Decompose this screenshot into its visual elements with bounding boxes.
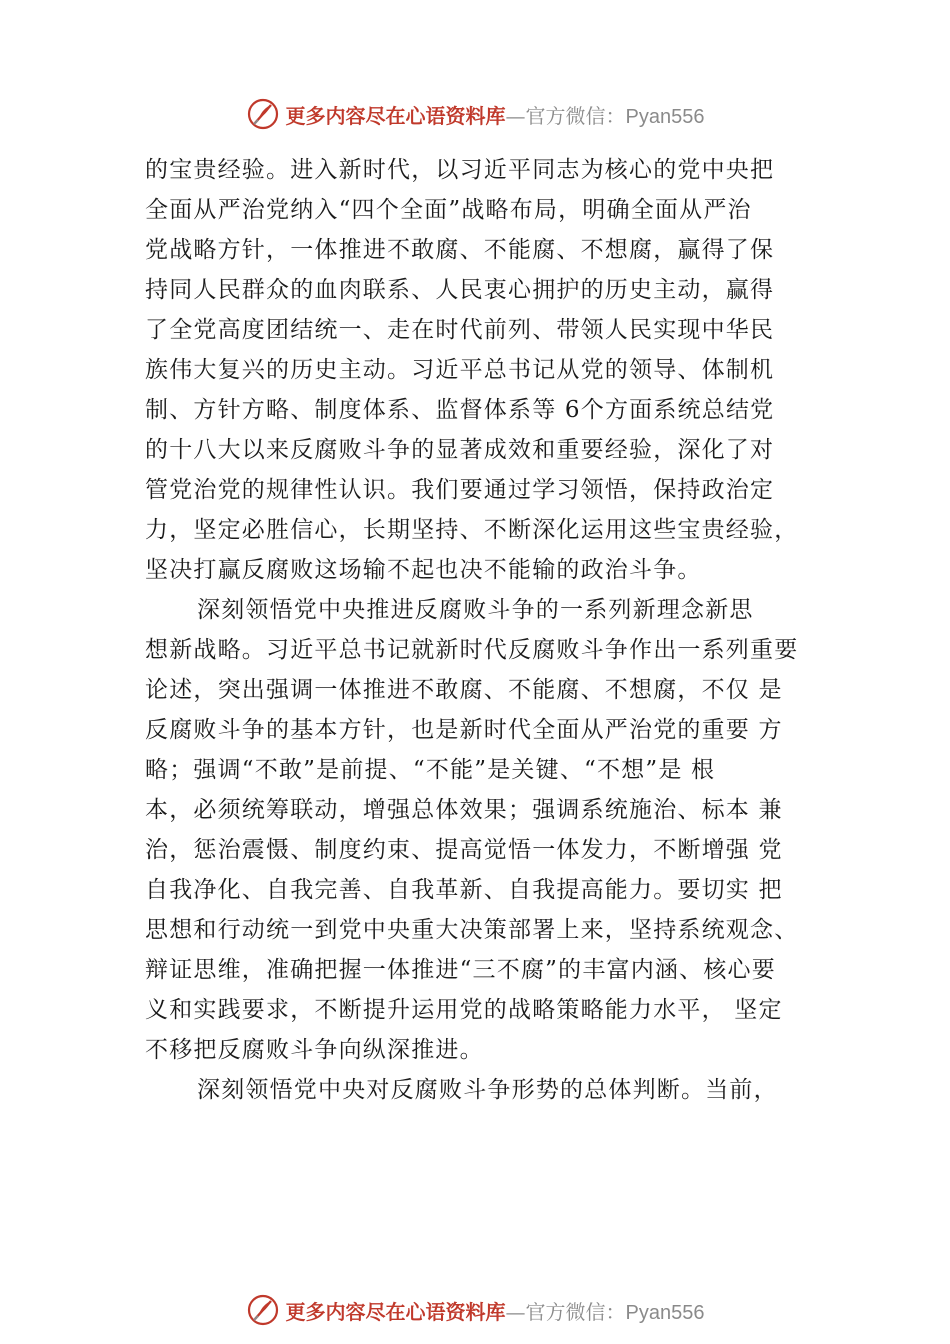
watermark-dash: —	[505, 103, 526, 128]
quill-logo-icon	[246, 97, 280, 131]
text-line: 论述，突出强调一体推进不敢腐、不能腐、不想腐，不仅 是	[145, 677, 783, 703]
text-line: 的十八大以来反腐败斗争的显著成效和重要经验，深化了对	[145, 437, 775, 463]
watermark-wechat-id: Pyan556	[625, 1301, 705, 1324]
text-line: 本，必须统筹联动，增强总体效果；强调系统施治、标本 兼	[145, 797, 783, 823]
text-line: 了全党高度团结统一、走在时代前列、带领人民实现中华民	[145, 317, 775, 343]
paragraph-heading-line: 深刻领悟党中央推进反腐败斗争的一系列新理念新思	[197, 597, 754, 623]
text-line: 略；强调“不敢”是前提、“不能”是关键、“不想”是 根	[145, 757, 716, 783]
text-line: 义和实践要求，不断提升运用党的战略策略能力水平， 坚定	[145, 997, 783, 1023]
text-line: 制、方针方略、制度体系、监督体系等 6个方面系统总结党	[145, 397, 775, 423]
watermark-official-label: 官方微信：	[525, 103, 626, 128]
text-line: 治，惩治震慑、制度约束、提高觉悟一体发力，不断增强 党	[145, 837, 783, 863]
text-line: 坚决打赢反腐败这场输不起也决不能输的政治斗争。	[145, 557, 702, 583]
text-line: 不移把反腐败斗争向纵深推进。	[145, 1037, 484, 1063]
footer-watermark	[0, 1288, 950, 1332]
text-line: 族伟大复兴的历史主动。习近平总书记从党的领导、体制机	[145, 357, 775, 383]
text-line: 辩证思维，准确把握一体推进“三不腐”的丰富内涵、核心要	[145, 957, 776, 983]
text-line: 管党治党的规律性认识。我们要通过学习领悟，保持政治定	[145, 477, 775, 503]
quill-logo-icon	[246, 1293, 280, 1327]
text-line: 的宝贵经验。进入新时代，以习近平同志为核心的党中央把	[145, 157, 775, 183]
text-line: 持同人民群众的血肉联系、人民衷心拥护的历史主动，赢得	[145, 277, 775, 303]
watermark-main-text: 更多内容尽在心语资料库	[285, 103, 506, 128]
paragraph-heading-line: 深刻领悟党中央对反腐败斗争形势的总体判断。当前，	[197, 1077, 778, 1103]
header-watermark	[0, 92, 950, 136]
text-line: 力，坚定必胜信心，长期坚持、不断深化运用这些宝贵经验，	[145, 517, 799, 543]
text-line: 自我净化、自我完善、自我革新、自我提高能力。要切实 把	[145, 877, 783, 903]
text-line: 党战略方针，一体推进不敢腐、不能腐、不想腐，赢得了保	[145, 237, 775, 263]
watermark-dash: —	[505, 1299, 526, 1324]
watermark-main-text: 更多内容尽在心语资料库	[285, 1299, 506, 1324]
text-line: 全面从严治党纳入“四个全面”战略布局，明确全面从严治	[145, 197, 752, 223]
text-line: 思想和行动统一到党中央重大决策部署上来，坚持系统观念、	[145, 917, 799, 943]
text-line: 反腐败斗争的基本方针，也是新时代全面从严治党的重要 方	[145, 717, 783, 743]
watermark-official-label: 官方微信：	[525, 1299, 626, 1324]
watermark-wechat-id: Pyan556	[625, 105, 705, 128]
document-body	[145, 150, 845, 1110]
text-line: 想新战略。习近平总书记就新时代反腐败斗争作出一系列重要	[145, 637, 799, 663]
